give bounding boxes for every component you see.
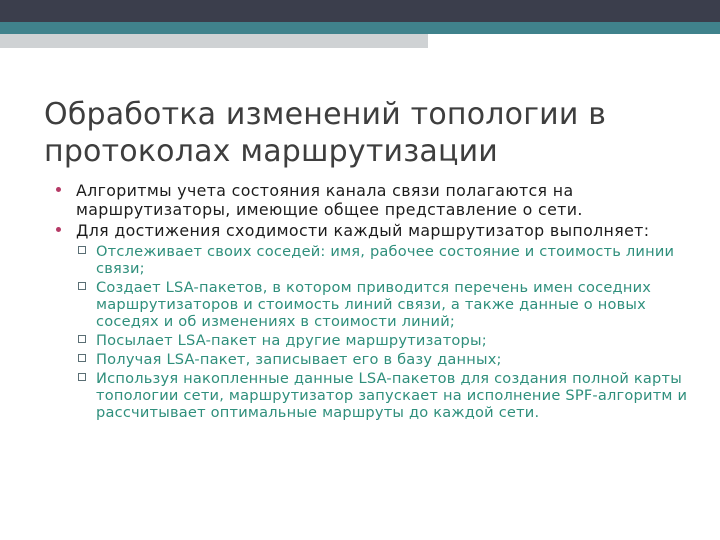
sub-bullet-text: Получая LSA-пакет, записывает его в базу данных; <box>96 351 502 368</box>
square-bullet-icon <box>78 282 86 290</box>
slide-content <box>56 181 696 423</box>
bullet-dot-icon <box>56 187 61 192</box>
square-bullet-icon <box>78 246 86 254</box>
sub-bullet-item <box>78 279 696 330</box>
bullet-item <box>56 221 696 240</box>
square-bullet-icon <box>78 354 86 362</box>
slide-title: Обработка изменений топологии в протоколах маршрутизации <box>44 97 607 169</box>
header-grey-bar <box>0 34 428 48</box>
bullet-text: Алгоритмы учета состояния канала связи полагаются на маршрутизаторы, имеющие общее представление о сети. <box>76 181 583 219</box>
sub-bullet-text: Посылает LSA-пакет на другие маршрутизаторы; <box>96 332 487 349</box>
bullet-item <box>56 181 696 219</box>
sub-bullet-item <box>78 370 696 421</box>
sub-bullet-item <box>78 351 696 368</box>
square-bullet-icon <box>78 373 86 381</box>
bullet-dot-icon <box>56 227 61 232</box>
sub-bullet-item <box>78 332 696 349</box>
header-accent-bar <box>0 22 720 34</box>
square-bullet-icon <box>78 335 86 343</box>
bullet-text: Для достижения сходимости каждый маршрутизатор выполняет: <box>76 221 650 240</box>
header-dark-bar <box>0 0 720 22</box>
sub-bullet-item <box>78 243 696 277</box>
sub-bullet-text: Отслеживает своих соседей: имя, рабочее состояние и стоимость линии связи; <box>96 243 675 277</box>
sub-bullet-text: Используя накопленные данные LSA-пакетов для создания полной карты топологии сети, маршрутизатор запускает на исполнение SPF-алгоритм и рассчитывает оптимальные маршруты до каждой сети. <box>96 370 688 421</box>
sub-bullet-list <box>56 243 696 421</box>
sub-bullet-text: Создает LSA-пакетов, в котором приводится перечень имен соседних маршрутизаторов и стоимость линий связи, а также данные о новых соседях и об изменениях в стоимости линий; <box>96 279 652 330</box>
